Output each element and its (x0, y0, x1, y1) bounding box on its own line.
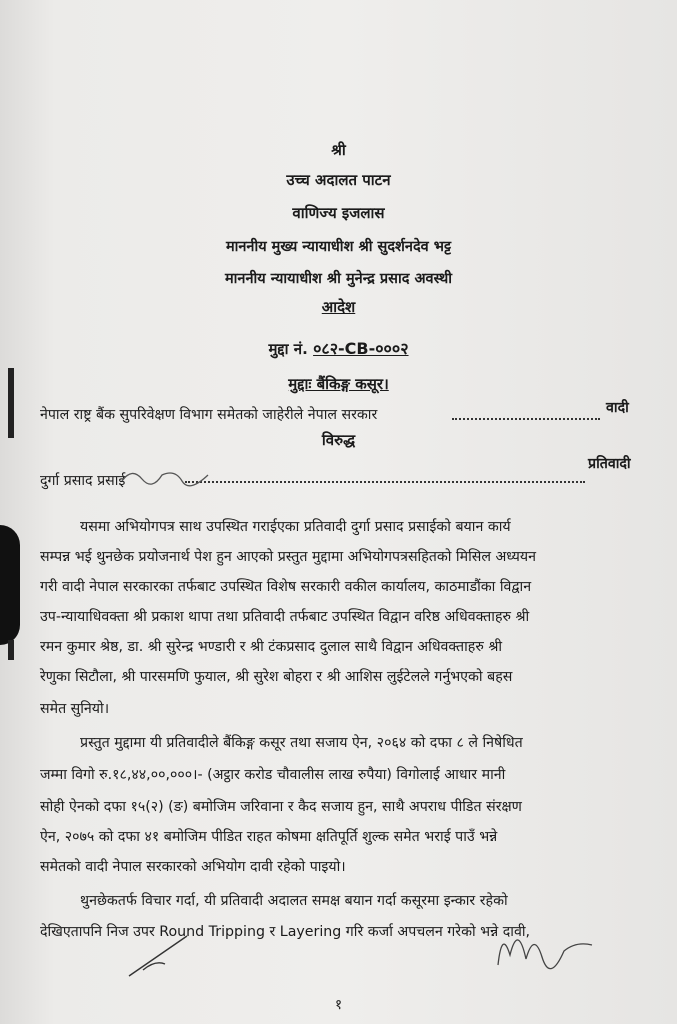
plaintiff-role: वादी (606, 400, 629, 416)
header-shree: श्री (331, 141, 346, 159)
dotted-leader (185, 481, 585, 483)
p2-line-5: समेतको वादी नेपाल सरकारको अभियोग दावी रहेको पाइयो। (40, 859, 346, 875)
p3-line-1: थुनछेकतर्फ विचार गर्दा, यी प्रतिवादी अदालत समक्ष बयान गर्दा कसूरमा इन्कार रहेको (80, 893, 508, 909)
p2-line-1: प्रस्तुत मुद्दामा यी प्रतिवादीले बैंकिङ्ग कसूर तथा सजाय ऐन, २०६४ को दफा ८ ले निषेधित (80, 735, 523, 751)
margin-mark (8, 640, 14, 660)
order-heading (0, 297, 677, 317)
initials-signature (490, 915, 600, 975)
page-number: १ (334, 997, 343, 1013)
defendant-role: प्रतिवादी (588, 456, 631, 472)
dotted-leader (452, 418, 600, 420)
court-name: उच्च अदालत पाटन (286, 171, 391, 189)
p2-line-3: सोही ऐनको दफा १५(२) (ङ) बमोजिम जरिवाना र कैद सजाय हुन, साथै अपराध पीडित संरक्षण (40, 799, 522, 815)
p1-line-2: सम्पन्न भई थुनछेक प्रयोजनार्थ पेश हुन आएको प्रस्तुत मुद्दामा अभियोगपत्रसहितको मिसिल अध्ययन (40, 549, 536, 565)
plaintiff-text: नेपाल राष्ट्र बैंक सुपरिवेक्षण विभाग समेतको जाहेरीले नेपाल सरकार (40, 407, 378, 423)
versus: विरुद्ध (321, 431, 356, 449)
p3-line-2: देखिएतापनि निज उपर Round Tripping र Layering गरि कर्जा अपचलन गरेको भन्ने दावी, (40, 924, 531, 940)
punch-hole (0, 525, 20, 645)
defendant-text: दुर्गा प्रसाद प्रसाई (40, 473, 126, 489)
p1-line-1: यसमा अभियोगपत्र साथ उपस्थित गराईएका प्रतिवादी दुर्गा प्रसाद प्रसाईको बयान कार्य (80, 519, 511, 535)
p1-line-6: रेणुका सिटौला, श्री पारसमणि फुयाल, श्री सुरेश बोहरा र श्री आशिस लुईटेलले गर्नुभएको बहस (40, 669, 513, 685)
margin-scribble (125, 930, 195, 980)
case-number-value: ०८२-CB-०००२ (313, 339, 409, 358)
justice: माननीय न्यायाधीश श्री मुनेन्द्र प्रसाद अवस्थी (224, 271, 452, 287)
p1-line-7: समेत सुनियो। (40, 701, 110, 717)
case-number (0, 337, 677, 359)
case-type (0, 374, 677, 394)
order-title: आदेश (321, 298, 356, 316)
p1-line-5: रमन कुमार श्रेष्ठ, डा. श्री सुरेन्द्र भण्डारी र श्री टंकप्रसाद दुलाल साथै विद्वान अधिवक्ताहरु श्री (40, 639, 503, 655)
p2-line-4: ऐन, २०७५ को दफा ४१ बमोजिम पीडित राहत कोषमा क्षतिपूर्ति शुल्क समेत भराई पाउँ भन्ने (40, 829, 498, 845)
bench-name: वाणिज्य इजलास (292, 204, 385, 222)
p2-line-2: जम्मा विगो रु.१८,४४,००,०००।- (अट्ठार करोड चौवालीस लाख रुपैया) विगोलाई आधार मानी (40, 767, 506, 783)
chief-justice: माननीय मुख्य न्यायाधीश श्री सुदर्शनदेव भट्ट (225, 239, 452, 255)
p1-line-4: उप-न्यायाधिवक्ता श्री प्रकाश थापा तथा प्रतिवादी तर्फबाट उपस्थित विद्वान वरिष्ठ अधिवक्ताहरु श्री (40, 609, 530, 625)
case-type-value: मुद्दाः बैंकिङ्ग कसूर। (288, 375, 389, 393)
handwritten-signature (120, 465, 220, 489)
p1-line-3: गरी वादी नेपाल सरकारका तर्फबाट उपस्थित विशेष सरकारी वकील कार्यालय, काठमाडौंका विद्वान (40, 579, 532, 595)
case-number-label: मुद्दा नं. (268, 340, 308, 358)
